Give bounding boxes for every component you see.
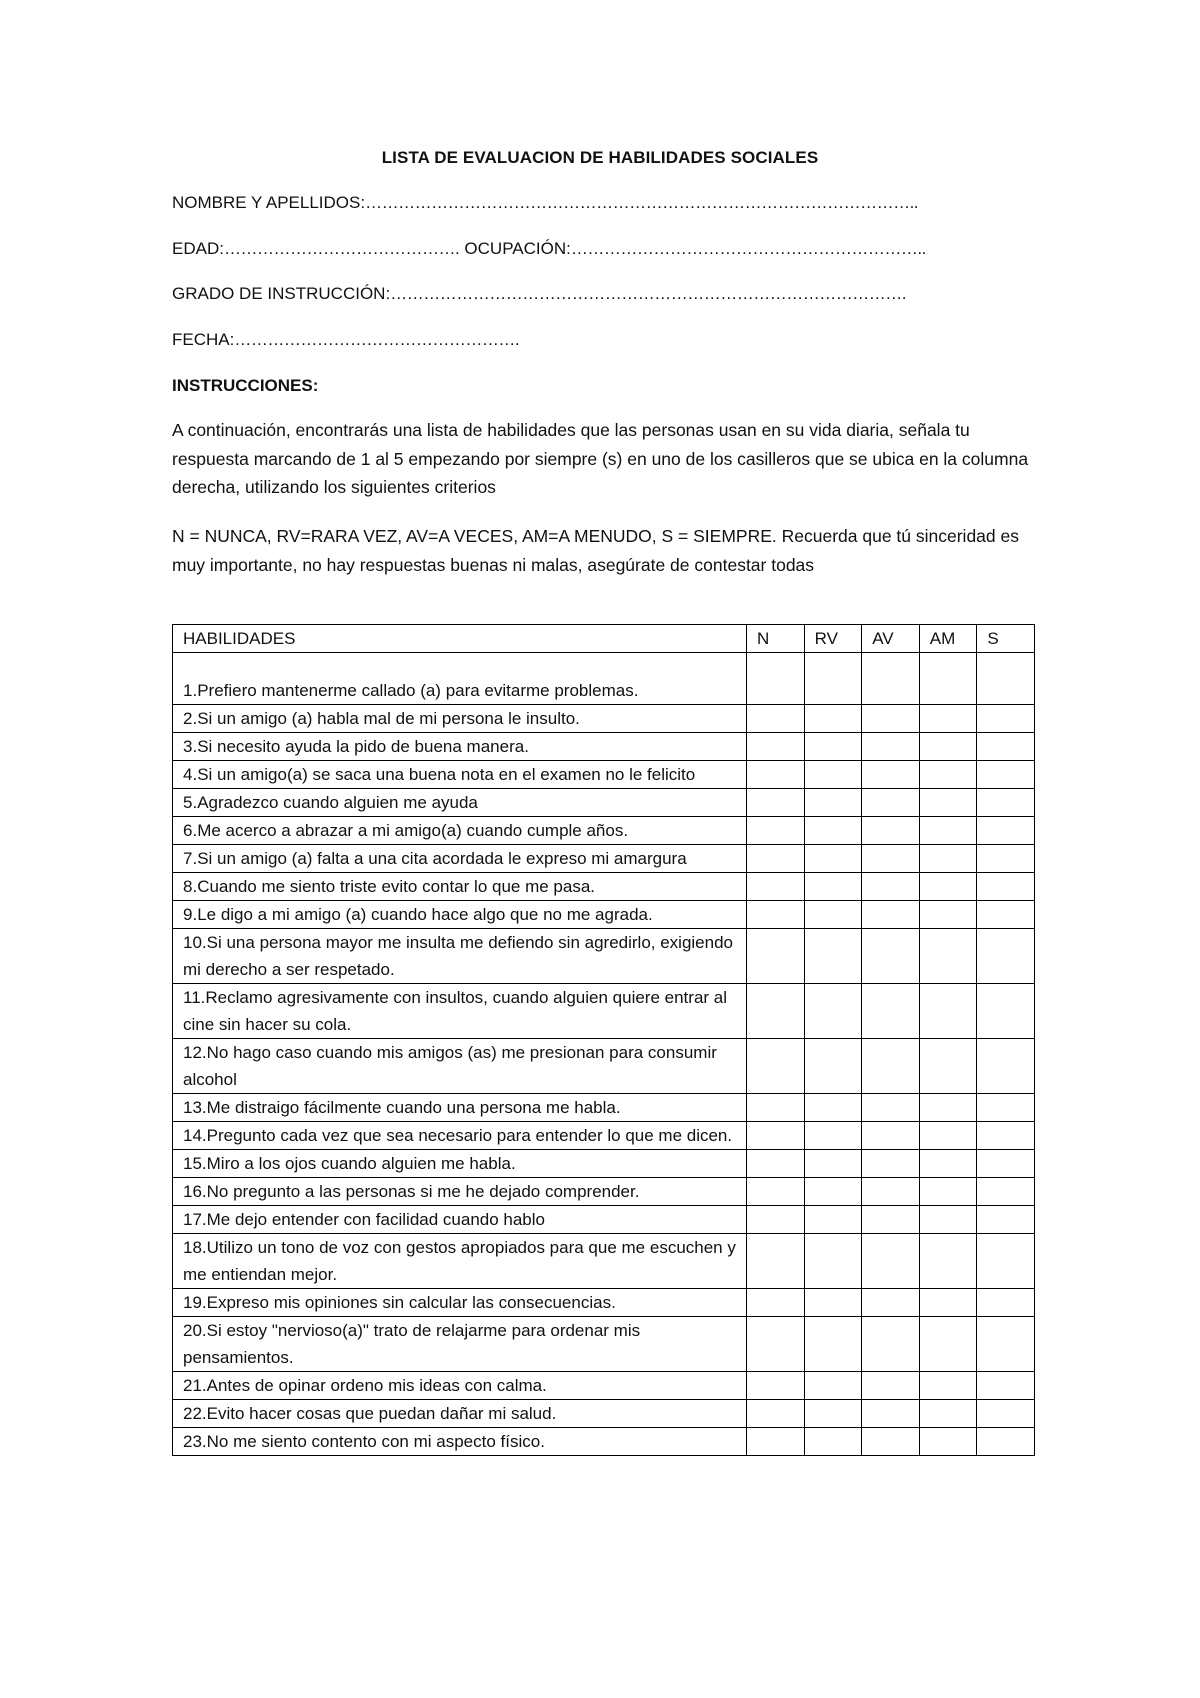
answer-cell-av[interactable] <box>862 901 920 929</box>
skill-cell <box>173 761 747 789</box>
table-row <box>173 1372 1035 1400</box>
answer-cell-av[interactable] <box>862 761 920 789</box>
answer-cell-av[interactable] <box>862 929 920 984</box>
answer-cell-am[interactable] <box>919 1094 977 1122</box>
fecha-field[interactable] <box>172 330 519 350</box>
answer-cell-n[interactable] <box>747 984 805 1039</box>
answer-cell-am[interactable] <box>919 1400 977 1428</box>
skill-text: Si estoy "nervioso(a)" trato de relajarme para ordenar mis pensamientos. <box>183 1321 641 1367</box>
skill-text: No hago caso cuando mis amigos (as) me presionan para consumir alcohol <box>183 1043 717 1089</box>
answer-cell-n[interactable] <box>747 1039 805 1094</box>
table-row <box>173 1122 1035 1150</box>
skill-cell <box>173 733 747 761</box>
skill-cell <box>173 705 747 733</box>
answer-cell-av[interactable] <box>862 789 920 817</box>
fecha-label: FECHA: <box>172 330 235 349</box>
skill-text: Si un amigo(a) se saca una buena nota en el examen no le felicito <box>197 765 696 784</box>
skill-text: Agradezco cuando alguien me ayuda <box>197 793 478 812</box>
table-row <box>173 761 1035 789</box>
answer-cell-am[interactable] <box>919 1317 977 1372</box>
skill-text: Pregunto cada vez que sea necesario para entender lo que me dicen. <box>206 1126 733 1145</box>
answer-cell-am[interactable] <box>919 1206 977 1234</box>
header-habilidades: HABILIDADES <box>173 625 747 653</box>
answer-cell-s[interactable] <box>977 705 1035 733</box>
answer-cell-n[interactable] <box>747 929 805 984</box>
answer-cell-am[interactable] <box>919 1289 977 1317</box>
answer-cell-s[interactable] <box>977 817 1035 845</box>
grado-field[interactable] <box>172 284 906 304</box>
answer-cell-s[interactable] <box>977 1178 1035 1206</box>
answer-cell-s[interactable] <box>977 653 1035 705</box>
header-n: N <box>747 625 805 653</box>
answer-cell-n[interactable] <box>747 817 805 845</box>
skill-number: 1. <box>183 681 198 700</box>
answer-cell-s[interactable] <box>977 1317 1035 1372</box>
table-row <box>173 1039 1035 1094</box>
skill-text: Me acerco a abrazar a mi amigo(a) cuando cumple años. <box>197 821 629 840</box>
skill-number: 18. <box>183 1238 207 1257</box>
answer-cell-s[interactable] <box>977 1150 1035 1178</box>
answer-cell-rv[interactable] <box>804 1234 862 1289</box>
skill-number: 15. <box>183 1154 207 1173</box>
skill-text: No me siento contento con mi aspecto físico. <box>206 1432 545 1451</box>
answer-cell-av[interactable] <box>862 1400 920 1428</box>
ocupacion-label: . OCUPACIÓN: <box>454 239 571 258</box>
answer-cell-rv[interactable] <box>804 1400 862 1428</box>
criteria-paragraph: N = NUNCA, RV=RARA VEZ, AV=A VECES, AM=A MENUDO, S = SIEMPRE. Recuerda que tú sinceridad es muy importante, no hay respuestas buenas ni malas, asegúrate de contestar todas <box>172 526 1019 575</box>
table-row <box>173 845 1035 873</box>
table-row <box>173 789 1035 817</box>
answer-cell-s[interactable] <box>977 873 1035 901</box>
answer-cell-av[interactable] <box>862 1094 920 1122</box>
skill-text: Cuando me siento triste evito contar lo que me pasa. <box>197 877 596 896</box>
answer-cell-n[interactable] <box>747 845 805 873</box>
answer-cell-rv[interactable] <box>804 984 862 1039</box>
answer-cell-n[interactable] <box>747 873 805 901</box>
skill-cell <box>173 1234 747 1289</box>
answer-cell-s[interactable] <box>977 1400 1035 1428</box>
table-row <box>173 984 1035 1039</box>
answer-cell-av[interactable] <box>862 653 920 705</box>
edad-fill-line[interactable]: …………………………………… <box>223 239 455 258</box>
answer-cell-av[interactable] <box>862 984 920 1039</box>
skill-cell <box>173 901 747 929</box>
skill-number: 2. <box>183 709 198 728</box>
document-title: LISTA DE EVALUACION DE HABILIDADES SOCIALES <box>381 148 819 167</box>
answer-cell-av[interactable] <box>862 1178 920 1206</box>
grado-fill-line[interactable]: …………………………………………………………………………………. <box>390 284 906 303</box>
skills-table-body <box>173 653 1035 1456</box>
table-row <box>173 1234 1035 1289</box>
answer-cell-am[interactable] <box>919 1122 977 1150</box>
answer-cell-rv[interactable] <box>804 789 862 817</box>
skill-cell <box>173 789 747 817</box>
skill-cell <box>173 653 747 705</box>
answer-cell-s[interactable] <box>977 1289 1035 1317</box>
answer-cell-n[interactable] <box>747 1150 805 1178</box>
skill-number: 23. <box>183 1432 207 1451</box>
skill-number: 3. <box>183 737 198 756</box>
skill-text: Expreso mis opiniones sin calcular las consecuencias. <box>206 1293 616 1312</box>
answer-cell-am[interactable] <box>919 789 977 817</box>
nombre-fill-line[interactable]: ……………………………………………………………………………………….. <box>365 193 919 212</box>
nombre-field[interactable] <box>172 193 918 213</box>
skill-cell <box>173 1372 747 1400</box>
table-row <box>173 1428 1035 1456</box>
answer-cell-av[interactable] <box>862 1289 920 1317</box>
answer-cell-rv[interactable] <box>804 1289 862 1317</box>
table-header-row <box>173 625 1035 653</box>
answer-cell-av[interactable] <box>862 705 920 733</box>
answer-cell-rv[interactable] <box>804 1122 862 1150</box>
answer-cell-n[interactable] <box>747 653 805 705</box>
answer-cell-rv[interactable] <box>804 733 862 761</box>
grado-label: GRADO DE INSTRUCCIÓN: <box>172 284 391 303</box>
skill-text: Le digo a mi amigo (a) cuando hace algo que no me agrada. <box>197 905 653 924</box>
answer-cell-n[interactable] <box>747 1206 805 1234</box>
answer-cell-n[interactable] <box>747 789 805 817</box>
answer-cell-av[interactable] <box>862 1039 920 1094</box>
answer-cell-av[interactable] <box>862 1317 920 1372</box>
answer-cell-rv[interactable] <box>804 817 862 845</box>
answer-cell-am[interactable] <box>919 653 977 705</box>
answer-cell-rv[interactable] <box>804 1094 862 1122</box>
skill-cell <box>173 1428 747 1456</box>
skill-text: Reclamo agresivamente con insultos, cuando alguien quiere entrar al cine sin hacer su cola. <box>183 988 728 1034</box>
skill-cell <box>173 1289 747 1317</box>
answer-cell-rv[interactable] <box>804 873 862 901</box>
answer-cell-s[interactable] <box>977 1039 1035 1094</box>
answer-cell-n[interactable] <box>747 733 805 761</box>
skills-table-container <box>172 624 1034 1456</box>
skill-number: 19. <box>183 1293 207 1312</box>
answer-cell-rv[interactable] <box>804 1150 862 1178</box>
skill-text: Evito hacer cosas que puedan dañar mi salud. <box>206 1404 557 1423</box>
skill-number: 8. <box>183 877 198 896</box>
answer-cell-s[interactable] <box>977 1094 1035 1122</box>
answer-cell-s[interactable] <box>977 1234 1035 1289</box>
skill-number: 4. <box>183 765 198 784</box>
skill-number: 12. <box>183 1043 207 1062</box>
answer-cell-am[interactable] <box>919 1372 977 1400</box>
table-row <box>173 901 1035 929</box>
answer-cell-n[interactable] <box>747 1289 805 1317</box>
answer-cell-av[interactable] <box>862 1372 920 1400</box>
answer-cell-n[interactable] <box>747 705 805 733</box>
answer-cell-av[interactable] <box>862 873 920 901</box>
answer-cell-av[interactable] <box>862 845 920 873</box>
skill-number: 20. <box>183 1321 207 1340</box>
skill-number: 10. <box>183 933 207 952</box>
answer-cell-av[interactable] <box>862 1150 920 1178</box>
skill-text: Me distraigo fácilmente cuando una persona me habla. <box>206 1098 621 1117</box>
skill-text: Si un amigo (a) habla mal de mi persona le insulto. <box>197 709 580 728</box>
skill-text: Utilizo un tono de voz con gestos apropiados para que me escuchen y me entiendan mejor. <box>183 1238 736 1284</box>
instructions-paragraph: A continuación, encontrarás una lista de habilidades que las personas usan en su vida diaria, señala tu respuesta marcando de 1 al 5 empezando por siempre (s) en uno de los casilleros que se ubica en la columna derecha, utilizando los siguientes criterios <box>172 420 1029 497</box>
answer-cell-s[interactable] <box>977 929 1035 984</box>
skill-cell <box>173 1122 747 1150</box>
answer-cell-am[interactable] <box>919 1234 977 1289</box>
skill-cell <box>173 1094 747 1122</box>
skill-cell <box>173 1400 747 1428</box>
skill-text: Si necesito ayuda la pido de buena manera. <box>197 737 529 756</box>
table-row <box>173 1094 1035 1122</box>
skill-cell <box>173 1206 747 1234</box>
answer-cell-rv[interactable] <box>804 929 862 984</box>
answer-cell-am[interactable] <box>919 705 977 733</box>
answer-cell-rv[interactable] <box>804 761 862 789</box>
table-row <box>173 733 1035 761</box>
table-row <box>173 929 1035 984</box>
answer-cell-s[interactable] <box>977 901 1035 929</box>
answer-cell-n[interactable] <box>747 761 805 789</box>
skill-cell <box>173 1178 747 1206</box>
answer-cell-n[interactable] <box>747 1178 805 1206</box>
answer-cell-rv[interactable] <box>804 653 862 705</box>
answer-cell-am[interactable] <box>919 873 977 901</box>
table-row <box>173 873 1035 901</box>
answer-cell-rv[interactable] <box>804 1039 862 1094</box>
answer-cell-av[interactable] <box>862 733 920 761</box>
instructions-heading: INSTRUCCIONES: <box>172 376 319 395</box>
answer-cell-am[interactable] <box>919 817 977 845</box>
table-row <box>173 1289 1035 1317</box>
skill-cell <box>173 1150 747 1178</box>
answer-cell-s[interactable] <box>977 1206 1035 1234</box>
skill-cell <box>173 984 747 1039</box>
edad-label: EDAD: <box>172 239 224 258</box>
answer-cell-s[interactable] <box>977 733 1035 761</box>
ocupacion-fill-line[interactable]: ……………………………………………………….. <box>570 239 926 258</box>
answer-cell-rv[interactable] <box>804 1428 862 1456</box>
answer-cell-rv[interactable] <box>804 1206 862 1234</box>
header-rv: RV <box>804 625 862 653</box>
answer-cell-am[interactable] <box>919 733 977 761</box>
skills-table <box>172 624 1035 1456</box>
answer-cell-am[interactable] <box>919 1150 977 1178</box>
table-row <box>173 653 1035 705</box>
table-row <box>173 705 1035 733</box>
skill-cell <box>173 873 747 901</box>
answer-cell-n[interactable] <box>747 1122 805 1150</box>
skill-text: Me dejo entender con facilidad cuando hablo <box>206 1210 545 1229</box>
answer-cell-am[interactable] <box>919 1178 977 1206</box>
skill-text: Miro a los ojos cuando alguien me habla. <box>206 1154 516 1173</box>
answer-cell-n[interactable] <box>747 1428 805 1456</box>
table-row <box>173 1150 1035 1178</box>
answer-cell-s[interactable] <box>977 1428 1035 1456</box>
skill-text: No pregunto a las personas si me he dejado comprender. <box>206 1182 640 1201</box>
answer-cell-rv[interactable] <box>804 901 862 929</box>
table-row <box>173 1206 1035 1234</box>
answer-cell-s[interactable] <box>977 761 1035 789</box>
answer-cell-rv[interactable] <box>804 1372 862 1400</box>
skill-number: 17. <box>183 1210 207 1229</box>
skill-number: 5. <box>183 793 198 812</box>
skill-text: Antes de opinar ordeno mis ideas con calma. <box>206 1376 547 1395</box>
skill-text: Si un amigo (a) falta a una cita acordada le expreso mi amargura <box>197 849 687 868</box>
skill-number: 16. <box>183 1182 207 1201</box>
answer-cell-av[interactable] <box>862 1122 920 1150</box>
answer-cell-am[interactable] <box>919 1428 977 1456</box>
answer-cell-av[interactable] <box>862 817 920 845</box>
answer-cell-am[interactable] <box>919 1039 977 1094</box>
skill-number: 11. <box>183 988 206 1007</box>
answer-cell-rv[interactable] <box>804 1317 862 1372</box>
answer-cell-s[interactable] <box>977 984 1035 1039</box>
skill-number: 21. <box>183 1376 207 1395</box>
skill-number: 13. <box>183 1098 207 1117</box>
table-row <box>173 817 1035 845</box>
answer-cell-am[interactable] <box>919 984 977 1039</box>
table-row <box>173 1400 1035 1428</box>
table-row <box>173 1178 1035 1206</box>
answer-cell-am[interactable] <box>919 845 977 873</box>
answer-cell-n[interactable] <box>747 1094 805 1122</box>
header-av: AV <box>862 625 920 653</box>
skill-cell <box>173 845 747 873</box>
answer-cell-n[interactable] <box>747 1317 805 1372</box>
header-am: AM <box>919 625 977 653</box>
skill-number: 7. <box>183 849 198 868</box>
skill-number: 9. <box>183 905 198 924</box>
skill-text: Prefiero mantenerme callado (a) para evitarme problemas. <box>197 681 639 700</box>
edad-ocupacion-line <box>172 239 926 259</box>
answer-cell-s[interactable] <box>977 1372 1035 1400</box>
answer-cell-s[interactable] <box>977 1122 1035 1150</box>
answer-cell-am[interactable] <box>919 929 977 984</box>
table-row <box>173 1317 1035 1372</box>
answer-cell-av[interactable] <box>862 1428 920 1456</box>
skill-cell <box>173 817 747 845</box>
skill-cell <box>173 1317 747 1372</box>
nombre-label: NOMBRE Y APELLIDOS: <box>172 193 366 212</box>
answer-cell-s[interactable] <box>977 789 1035 817</box>
fecha-fill-line[interactable]: ……………………………………………. <box>234 330 520 349</box>
skill-cell <box>173 929 747 984</box>
answer-cell-av[interactable] <box>862 1234 920 1289</box>
answer-cell-rv[interactable] <box>804 845 862 873</box>
skill-number: 22. <box>183 1404 207 1423</box>
answer-cell-rv[interactable] <box>804 1178 862 1206</box>
header-s: S <box>977 625 1035 653</box>
answer-cell-n[interactable] <box>747 1372 805 1400</box>
answer-cell-s[interactable] <box>977 845 1035 873</box>
answer-cell-am[interactable] <box>919 761 977 789</box>
answer-cell-am[interactable] <box>919 901 977 929</box>
answer-cell-rv[interactable] <box>804 705 862 733</box>
skill-cell <box>173 1039 747 1094</box>
skill-number: 14. <box>183 1126 207 1145</box>
answer-cell-av[interactable] <box>862 1206 920 1234</box>
skill-text: Si una persona mayor me insulta me defiendo sin agredirlo, exigiendo mi derecho a ser respetado. <box>183 933 734 979</box>
answer-cell-n[interactable] <box>747 901 805 929</box>
skill-number: 6. <box>183 821 198 840</box>
answer-cell-n[interactable] <box>747 1234 805 1289</box>
answer-cell-n[interactable] <box>747 1400 805 1428</box>
